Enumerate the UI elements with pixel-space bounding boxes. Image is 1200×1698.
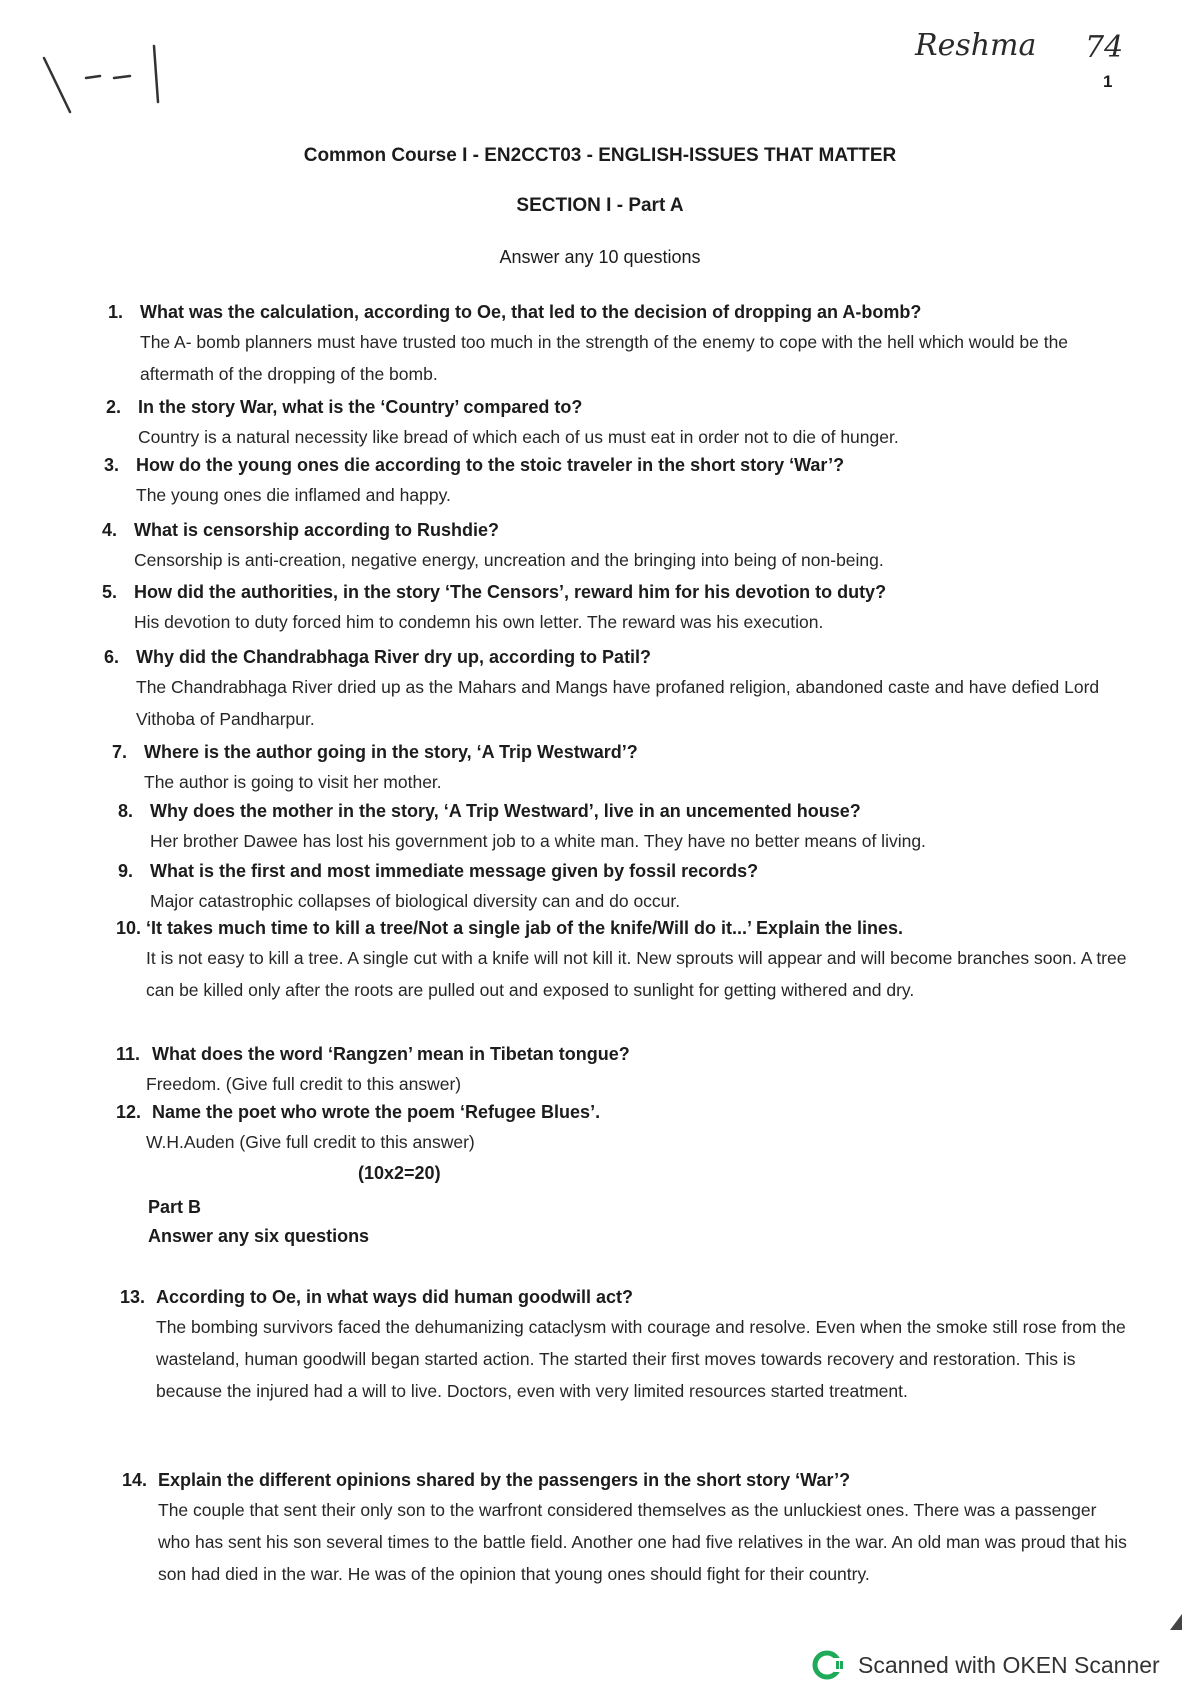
corner-ink-mark [1166,1610,1186,1632]
question-number: 5. [102,582,118,602]
question-text: What does the word ‘Rangzen’ mean in Tibetan tongue? [152,1044,630,1064]
question-block [118,797,1148,857]
question-block [116,1098,1146,1158]
question-text: Why does the mother in the story, ‘A Trip Westward’, live in an uncemented house? [150,801,861,821]
question-block [118,857,1148,917]
question-number: 4. [102,520,118,540]
question-block [122,1466,1132,1590]
handwritten-name: Reshma [915,28,1037,63]
question-block [112,738,1142,798]
question-block [116,914,1146,1006]
question-number: 13. [120,1287,146,1307]
question-text: Where is the author going in the story, ‘A Trip Westward’? [144,742,638,762]
question-number: 1. [108,302,124,322]
answer-text: Freedom. (Give full credit to this answer) [146,1074,462,1094]
answer-text: The young ones die inflamed and happy. [136,485,451,505]
answer-text: The couple that sent their only son to the warfront considered themselves as the unluckiest ones. There was a passenger who has sent his son several times to the battle field. Another one had five relatives in the war. An old man was proud that his son had died in the war. He was of the opinion that young ones should fight for their country. [158,1500,1127,1584]
question-text: In the story War, what is the ‘Country’ compared to? [138,397,583,417]
question-block [120,1283,1130,1407]
answer-text: W.H.Auden (Give full credit to this answer) [146,1132,475,1152]
question-text: How do the young ones die according to the stoic traveler in the short story ‘War’? [136,455,845,475]
answer-text: The author is going to visit her mother. [144,772,442,792]
question-block [116,1040,1146,1100]
answer-text: The A- bomb planners must have trusted too much in the strength of the enemy to cope with the hell which would be the aftermath of the dropping of the bomb. [140,332,1069,384]
question-number: 10. [116,918,142,938]
question-text: What is censorship according to Rushdie? [134,520,500,540]
question-number: 14. [122,1470,148,1490]
handwritten-score: 74 [1085,30,1124,65]
answer-text: His devotion to duty forced him to condemn his own letter. The reward was his execution. [134,612,824,632]
question-number: 8. [118,801,134,821]
oken-scanner-logo-icon [812,1648,846,1682]
answer-text: The bombing survivors faced the dehumanizing cataclysm with courage and resolve. Even when the smoke still rose from the wasteland, human goodwill began started action. The started their first moves towards recovery and restoration. This is because the injured had a will to live. Doctors, even with very limited resources started treatment. [156,1317,1126,1401]
top-left-handwritten-mark [38,40,178,120]
answer-text: Country is a natural necessity like bread of which each of us must eat in order not to die of hunger. [138,427,899,447]
question-number: 11. [116,1044,141,1064]
question-block [102,578,1132,638]
section-title: SECTION I - Part A [516,195,684,216]
part-a-marks: (10x2=20) [358,1163,441,1183]
question-block [106,393,1136,453]
course-title: Common Course I - EN2CCT03 - ENGLISH-ISSUES THAT MATTER [303,145,897,166]
question-number: 6. [104,647,120,667]
question-number: 12. [116,1102,142,1122]
answer-text: It is not easy to kill a tree. A single cut with a knife will not kill it. New sprouts will appear and will become branches soon. A tree can be killed only after the roots are pulled out and exposed to sunlight for getting withered and dry. [146,948,1127,1000]
question-text: What is the first and most immediate message given by fossil records? [150,861,759,881]
page-number: 1 [1103,72,1113,91]
question-text: Why did the Chandrabhaga River dry up, according to Patil? [136,647,652,667]
question-text: What was the calculation, according to Oe, that led to the decision of dropping an A-bomb? [140,302,922,322]
answer-text: The Chandrabhaga River dried up as the Mahars and Mangs have profaned religion, abandoned caste and have defied Lord Vithoba of Pandharpur. [136,677,1100,729]
answer-text: Major catastrophic collapses of biological diversity can and do occur. [150,891,681,911]
section-instruction: Answer any 10 questions [499,247,701,267]
question-block [102,516,1132,576]
answer-text: Her brother Dawee has lost his government job to a white man. They have no better means of living. [150,831,926,851]
watermark-text: Scanned with OKEN Scanner [858,1651,1160,1678]
question-number: 9. [118,861,134,881]
scanner-watermark [812,1648,1160,1682]
question-block [104,643,1144,735]
question-number: 3. [104,455,120,475]
part-b-title: Part B [148,1197,202,1217]
question-text: Name the poet who wrote the poem ‘Refugee Blues’. [152,1102,601,1122]
part-b-instruction: Answer any six questions [148,1226,370,1246]
question-block [108,298,1138,390]
question-text: ‘It takes much time to kill a tree/Not a single jab of the knife/Will do it...’ Explain the lines. [146,918,903,938]
question-text: Explain the different opinions shared by the passengers in the short story ‘War’? [158,1470,851,1490]
answer-text: Censorship is anti-creation, negative energy, uncreation and the bringing into being of non-being. [134,550,884,570]
question-text: How did the authorities, in the story ‘The Censors’, reward him for his devotion to duty? [134,582,887,602]
question-block [104,451,1134,511]
question-number: 7. [112,742,128,762]
question-number: 2. [106,397,122,417]
question-text: According to Oe, in what ways did human goodwill act? [156,1287,634,1307]
